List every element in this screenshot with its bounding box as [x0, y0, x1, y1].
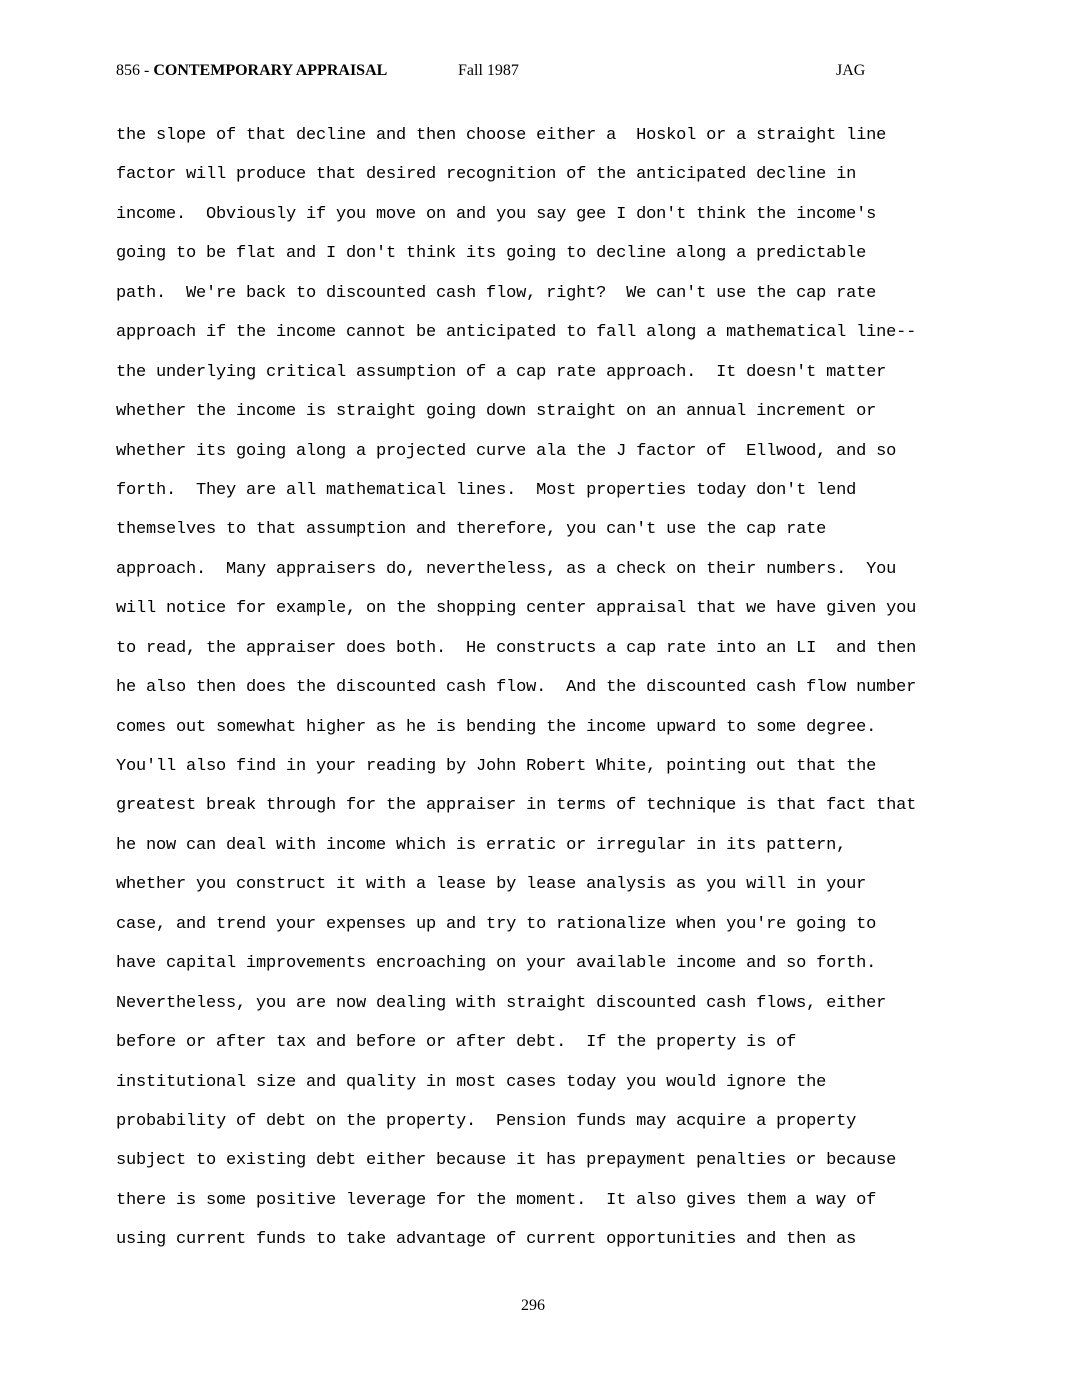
course-label — [116, 62, 387, 80]
text-line: path. We're back to discounted cash flow, right? We can't use the cap rate — [116, 283, 877, 303]
text-line: going to be flat and I don't think its going to decline along a predictable — [116, 244, 867, 264]
page-header — [0, 62, 1066, 84]
text-line: income. Obviously if you move on and you say gee I don't think the income's — [116, 204, 877, 224]
text-line: will notice for example, on the shopping center appraisal that we have given you — [116, 599, 917, 619]
text-line: before or after tax and before or after debt. If the property is of — [116, 1033, 797, 1053]
text-line: approach if the income cannot be anticipated to fall along a mathematical line-- — [116, 323, 917, 343]
course-title: CONTEMPORARY APPRAISAL — [153, 62, 388, 79]
text-line: whether its going along a projected curve ala the J factor of Ellwood, and so — [116, 441, 897, 461]
text-line: Nevertheless, you are now dealing with straight discounted cash flows, either — [116, 993, 887, 1013]
text-line: have capital improvements encroaching on your available income and so forth. — [116, 954, 877, 974]
course-number: 856 - — [116, 62, 154, 79]
text-line: the underlying critical assumption of a cap rate approach. It doesn't matter — [116, 362, 887, 382]
transcript-body — [116, 125, 976, 1269]
text-line: forth. They are all mathematical lines. Most properties today don't lend — [116, 480, 857, 500]
author-initials: JAG — [836, 62, 866, 79]
text-line: themselves to that assumption and therefore, you can't use the cap rate — [116, 520, 827, 540]
page-number: 296 — [521, 1297, 545, 1314]
text-line: comes out somewhat higher as he is bending the income upward to some degree. — [116, 717, 877, 737]
text-line: factor will produce that desired recognition of the anticipated decline in — [116, 165, 857, 185]
text-line: whether the income is straight going down straight on an annual increment or — [116, 402, 877, 422]
text-line: he now can deal with income which is erratic or irregular in its pattern, — [116, 835, 847, 855]
text-line: probability of debt on the property. Pension funds may acquire a property — [116, 1111, 857, 1131]
text-line: greatest break through for the appraiser in terms of technique is that fact that — [116, 796, 917, 816]
text-line: approach. Many appraisers do, nevertheless, as a check on their numbers. You — [116, 559, 897, 579]
text-line: subject to existing debt either because it has prepayment penalties or because — [116, 1151, 897, 1171]
text-line: there is some positive leverage for the moment. It also gives them a way of — [116, 1190, 877, 1210]
text-line: institutional size and quality in most cases today you would ignore the — [116, 1072, 827, 1092]
text-line: whether you construct it with a lease by lease analysis as you will in your — [116, 875, 867, 895]
text-line: You'll also find in your reading by John Robert White, pointing out that the — [116, 757, 877, 776]
text-line: the slope of that decline and then choose either a Hoskol or a straight line — [116, 126, 887, 145]
text-line: to read, the appraiser does both. He constructs a cap rate into an LI and then — [116, 638, 917, 658]
term-label: Fall 1987 — [458, 62, 519, 79]
text-line: he also then does the discounted cash flow. And the discounted cash flow number — [116, 678, 917, 698]
text-line: using current funds to take advantage of current opportunities and then as — [116, 1230, 857, 1250]
text-line: case, and trend your expenses up and try to rationalize when you're going to — [116, 914, 877, 934]
